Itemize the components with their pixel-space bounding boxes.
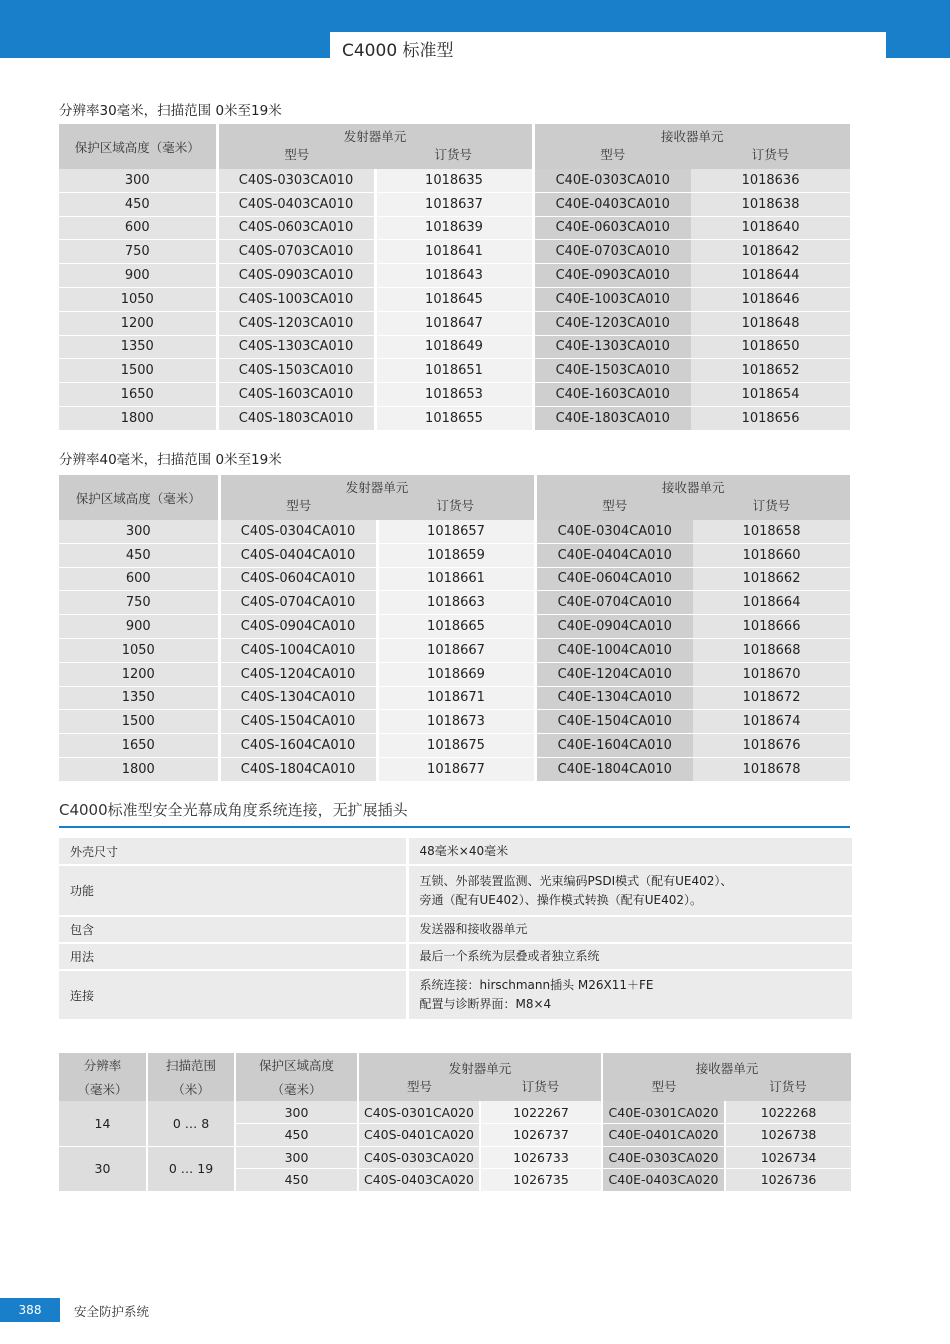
table-row <box>59 567 850 591</box>
spec-value: 48毫米×40毫米 <box>407 838 852 865</box>
emitter-order-cell: 1018675 <box>377 734 535 758</box>
receiver-model-cell: C40E-1503CA010 <box>533 359 691 383</box>
receiver-model-header: 型号 <box>533 145 691 169</box>
emitter-order-cell: 1018661 <box>377 567 535 591</box>
receiver-order-cell: 1018644 <box>691 264 850 288</box>
receiver-model-cell: C40E-0301CA020 <box>602 1101 725 1124</box>
receiver-order-header: 订货号 <box>691 145 850 169</box>
order-table-40mm <box>59 475 850 782</box>
page-title: C4000 标准型 <box>330 32 886 70</box>
receiver-order-cell: 1018668 <box>693 638 850 662</box>
table2-heading: 分辨率40毫米，扫描范围 0米至19米 <box>59 452 282 468</box>
receiver-model-header: 型号 <box>602 1077 725 1101</box>
emitter-order-cell: 1018669 <box>377 662 535 686</box>
height-cell: 1050 <box>59 287 217 311</box>
table-row <box>59 710 850 734</box>
receiver-model-cell: C40E-0403CA010 <box>533 192 691 216</box>
height-cell: 300 <box>235 1101 358 1124</box>
emitter-order-cell: 1018665 <box>377 615 535 639</box>
col-height-header: 保护区域高度 <box>235 1053 358 1077</box>
emitter-order-cell: 1018671 <box>377 686 535 710</box>
height-cell: 750 <box>59 240 217 264</box>
emitter-order-cell: 1026735 <box>480 1169 602 1192</box>
table-row <box>59 192 850 216</box>
receiver-model-cell: C40E-1003CA010 <box>533 287 691 311</box>
emitter-model-cell: C40S-0303CA020 <box>358 1146 480 1169</box>
table-row <box>59 543 850 567</box>
receiver-order-cell: 1018660 <box>693 543 850 567</box>
receiver-order-cell: 1018646 <box>691 287 850 311</box>
table-row <box>59 240 850 264</box>
emitter-model-cell: C40S-0404CA010 <box>219 543 377 567</box>
spec-value: 发送器和接收器单元 <box>407 916 852 943</box>
spec-value: 互锁、外部装置监测、光束编码PSDI模式（配有UE402）、 旁通（配有UE402）、操作模式转换（配有UE402）。 <box>407 865 852 916</box>
receiver-order-cell: 1022268 <box>725 1101 851 1124</box>
emitter-model-cell: C40S-0304CA010 <box>219 520 377 543</box>
height-cell: 450 <box>235 1124 358 1147</box>
col-height-header: 保护区域高度（毫米） <box>59 475 219 520</box>
emitter-order-cell: 1022267 <box>480 1101 602 1124</box>
receiver-order-cell: 1026736 <box>725 1169 851 1192</box>
footer-title: 安全防护系统 <box>74 1304 150 1319</box>
emitter-order-cell: 1018643 <box>375 264 533 288</box>
table-row <box>59 406 850 430</box>
receiver-header: 接收器单元 <box>533 124 850 145</box>
receiver-order-cell: 1018658 <box>693 520 850 543</box>
receiver-order-cell: 1026734 <box>725 1146 851 1169</box>
receiver-order-header: 订货号 <box>693 496 850 520</box>
emitter-order-cell: 1018651 <box>375 359 533 383</box>
height-cell: 1350 <box>59 686 219 710</box>
emitter-model-cell: C40S-1304CA010 <box>219 686 377 710</box>
receiver-model-cell: C40E-0404CA010 <box>535 543 693 567</box>
emitter-model-cell: C40S-1303CA010 <box>217 335 375 359</box>
receiver-order-cell: 1018656 <box>691 406 850 430</box>
emitter-order-cell: 1018653 <box>375 383 533 407</box>
height-cell: 1800 <box>59 757 219 781</box>
emitter-model-header: 型号 <box>217 145 375 169</box>
emitter-model-cell: C40S-0904CA010 <box>219 615 377 639</box>
emitter-order-cell: 1018641 <box>375 240 533 264</box>
emitter-header: 发射器单元 <box>219 475 535 496</box>
receiver-order-cell: 1018670 <box>693 662 850 686</box>
receiver-model-cell: C40E-0303CA010 <box>533 169 691 192</box>
receiver-model-cell: C40E-0704CA010 <box>535 591 693 615</box>
receiver-order-cell: 1018650 <box>691 335 850 359</box>
emitter-model-cell: C40S-0703CA010 <box>217 240 375 264</box>
receiver-model-cell: C40E-1603CA010 <box>533 383 691 407</box>
emitter-model-cell: C40S-0403CA020 <box>358 1169 480 1192</box>
height-cell: 300 <box>59 520 219 543</box>
emitter-order-cell: 1018667 <box>377 638 535 662</box>
emitter-order-header: 订货号 <box>377 496 535 520</box>
emitter-model-cell: C40S-1204CA010 <box>219 662 377 686</box>
receiver-model-cell: C40E-0903CA010 <box>533 264 691 288</box>
height-cell: 900 <box>59 615 219 639</box>
col-height-header: 保护区域高度（毫米） <box>59 124 217 169</box>
emitter-model-cell: C40S-1003CA010 <box>217 287 375 311</box>
spec-label: 外壳尺寸 <box>59 838 407 865</box>
height-cell: 450 <box>235 1169 358 1192</box>
height-cell: 300 <box>235 1146 358 1169</box>
table-row <box>59 734 850 758</box>
height-cell: 1200 <box>59 662 219 686</box>
receiver-header: 接收器单元 <box>535 475 850 496</box>
receiver-model-cell: C40E-1203CA010 <box>533 311 691 335</box>
emitter-model-cell: C40S-0603CA010 <box>217 216 375 240</box>
height-cell: 1050 <box>59 638 219 662</box>
receiver-model-cell: C40E-1304CA010 <box>535 686 693 710</box>
receiver-model-cell: C40E-1804CA010 <box>535 757 693 781</box>
spec-value: 最后一个系统为层叠或者独立系统 <box>407 943 852 970</box>
emitter-order-cell: 1018677 <box>377 757 535 781</box>
table-row <box>59 615 850 639</box>
table-row <box>59 520 850 543</box>
spec-label: 包含 <box>59 916 407 943</box>
receiver-order-cell: 1018664 <box>693 591 850 615</box>
receiver-order-cell: 1018674 <box>693 710 850 734</box>
receiver-model-cell: C40E-1204CA010 <box>535 662 693 686</box>
receiver-order-cell: 1018652 <box>691 359 850 383</box>
col-res-header: 分辨率 <box>59 1053 147 1077</box>
emitter-order-cell: 1018659 <box>377 543 535 567</box>
table-row <box>59 287 850 311</box>
emitter-header: 发射器单元 <box>217 124 533 145</box>
emitter-order-cell: 1018637 <box>375 192 533 216</box>
table-row <box>59 335 850 359</box>
emitter-model-cell: C40S-0401CA020 <box>358 1124 480 1147</box>
receiver-order-cell: 1018672 <box>693 686 850 710</box>
spec-label: 连接 <box>59 970 407 1020</box>
emitter-model-cell: C40S-1804CA010 <box>219 757 377 781</box>
spec-value: 系统连接：hirschmann插头 M26X11＋FE 配置与诊断界面：M8×4 <box>407 970 852 1020</box>
col-res-unit: （毫米） <box>59 1077 147 1101</box>
receiver-order-cell: 1018636 <box>691 169 850 192</box>
emitter-model-cell: C40S-0604CA010 <box>219 567 377 591</box>
emitter-order-cell: 1018639 <box>375 216 533 240</box>
receiver-order-cell: 1018638 <box>691 192 850 216</box>
table-row <box>59 686 850 710</box>
order-table-30mm <box>59 124 850 431</box>
range-cell: 0 … 8 <box>147 1101 235 1146</box>
receiver-model-cell: C40E-1004CA010 <box>535 638 693 662</box>
receiver-model-cell: C40E-1604CA010 <box>535 734 693 758</box>
emitter-model-cell: C40S-1203CA010 <box>217 311 375 335</box>
height-cell: 1650 <box>59 383 217 407</box>
receiver-order-cell: 1018678 <box>693 757 850 781</box>
receiver-order-cell: 1018642 <box>691 240 850 264</box>
receiver-model-cell: C40E-0703CA010 <box>533 240 691 264</box>
height-cell: 750 <box>59 591 219 615</box>
height-cell: 900 <box>59 264 217 288</box>
receiver-order-header: 订货号 <box>725 1077 851 1101</box>
resolution-cell: 30 <box>59 1146 147 1191</box>
table-row <box>59 383 850 407</box>
table-row <box>59 311 850 335</box>
emitter-order-cell: 1018647 <box>375 311 533 335</box>
emitter-model-cell: C40S-0403CA010 <box>217 192 375 216</box>
page-number: 388 <box>0 1298 60 1322</box>
emitter-model-cell: C40S-1604CA010 <box>219 734 377 758</box>
system-order-table <box>59 1053 851 1192</box>
receiver-header: 接收器单元 <box>602 1053 851 1077</box>
emitter-model-cell: C40S-0704CA010 <box>219 591 377 615</box>
emitter-order-header: 订货号 <box>375 145 533 169</box>
resolution-cell: 14 <box>59 1101 147 1146</box>
emitter-model-cell: C40S-1004CA010 <box>219 638 377 662</box>
table-row <box>59 638 850 662</box>
emitter-order-cell: 1018645 <box>375 287 533 311</box>
table-row <box>59 169 850 192</box>
emitter-order-cell: 1018657 <box>377 520 535 543</box>
emitter-model-cell: C40S-1803CA010 <box>217 406 375 430</box>
table-row <box>59 216 850 240</box>
table1-heading: 分辨率30毫米，扫描范围 0米至19米 <box>59 103 282 119</box>
emitter-order-cell: 1018649 <box>375 335 533 359</box>
receiver-model-cell: C40E-0403CA020 <box>602 1169 725 1192</box>
receiver-model-cell: C40E-0401CA020 <box>602 1124 725 1147</box>
receiver-model-cell: C40E-0603CA010 <box>533 216 691 240</box>
receiver-order-cell: 1018666 <box>693 615 850 639</box>
table-row <box>59 591 850 615</box>
table-row <box>59 662 850 686</box>
table-row <box>59 359 850 383</box>
emitter-order-cell: 1018673 <box>377 710 535 734</box>
receiver-model-cell: C40E-1504CA010 <box>535 710 693 734</box>
receiver-order-cell: 1018648 <box>691 311 850 335</box>
emitter-order-header: 订货号 <box>480 1077 602 1101</box>
section-rule <box>59 826 850 828</box>
spec-label: 用法 <box>59 943 407 970</box>
col-range-header: 扫描范围 <box>147 1053 235 1077</box>
emitter-header: 发射器单元 <box>358 1053 602 1077</box>
emitter-model-cell: C40S-1503CA010 <box>217 359 375 383</box>
table-row <box>59 264 850 288</box>
emitter-model-cell: C40S-1603CA010 <box>217 383 375 407</box>
height-cell: 300 <box>59 169 217 192</box>
receiver-order-cell: 1018676 <box>693 734 850 758</box>
spec-label: 功能 <box>59 865 407 916</box>
col-height-unit: （毫米） <box>235 1077 358 1101</box>
height-cell: 1350 <box>59 335 217 359</box>
emitter-order-cell: 1026737 <box>480 1124 602 1147</box>
height-cell: 1500 <box>59 359 217 383</box>
spec-table <box>59 838 852 1021</box>
height-cell: 1200 <box>59 311 217 335</box>
emitter-model-cell: C40S-0903CA010 <box>217 264 375 288</box>
receiver-model-cell: C40E-1303CA010 <box>533 335 691 359</box>
height-cell: 1500 <box>59 710 219 734</box>
table-row <box>59 757 850 781</box>
section3-heading: C4000标准型安全光幕成角度系统连接，无扩展插头 <box>59 801 408 819</box>
col-range-unit: （米） <box>147 1077 235 1101</box>
receiver-model-cell: C40E-0904CA010 <box>535 615 693 639</box>
height-cell: 600 <box>59 567 219 591</box>
receiver-model-header: 型号 <box>535 496 693 520</box>
receiver-order-cell: 1018654 <box>691 383 850 407</box>
emitter-order-cell: 1026733 <box>480 1146 602 1169</box>
height-cell: 1800 <box>59 406 217 430</box>
emitter-model-header: 型号 <box>358 1077 480 1101</box>
emitter-model-cell: C40S-1504CA010 <box>219 710 377 734</box>
emitter-order-cell: 1018635 <box>375 169 533 192</box>
emitter-model-header: 型号 <box>219 496 377 520</box>
receiver-order-cell: 1018640 <box>691 216 850 240</box>
receiver-model-cell: C40E-1803CA010 <box>533 406 691 430</box>
receiver-model-cell: C40E-0303CA020 <box>602 1146 725 1169</box>
range-cell: 0 … 19 <box>147 1146 235 1191</box>
receiver-model-cell: C40E-0304CA010 <box>535 520 693 543</box>
emitter-model-cell: C40S-0301CA020 <box>358 1101 480 1124</box>
height-cell: 1650 <box>59 734 219 758</box>
height-cell: 450 <box>59 192 217 216</box>
height-cell: 450 <box>59 543 219 567</box>
emitter-order-cell: 1018655 <box>375 406 533 430</box>
receiver-model-cell: C40E-0604CA010 <box>535 567 693 591</box>
emitter-model-cell: C40S-0303CA010 <box>217 169 375 192</box>
height-cell: 600 <box>59 216 217 240</box>
receiver-order-cell: 1026738 <box>725 1124 851 1147</box>
receiver-order-cell: 1018662 <box>693 567 850 591</box>
emitter-order-cell: 1018663 <box>377 591 535 615</box>
